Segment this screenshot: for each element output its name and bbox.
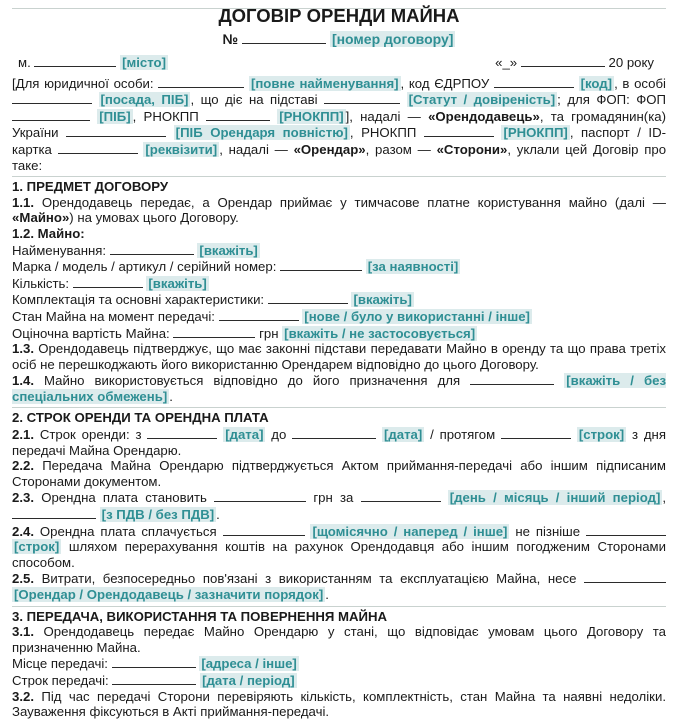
number-placeholder[interactable]: [номер договору] (331, 31, 454, 47)
item-kit-blank[interactable] (268, 291, 348, 304)
item-value-line: Оціночна вартість Майна: грн [вкажіть / не застосовується] (12, 325, 476, 341)
clause-3-1: 3.1. Орендодавець передає Майно Орендарю у стані, що відповідає умовам цього Договору та призначенню Майна. (12, 624, 666, 655)
item-quantity-blank[interactable] (73, 275, 143, 288)
start-date-placeholder[interactable]: [дата] (225, 427, 264, 443)
payment-term-placeholder[interactable]: [строк] (14, 539, 60, 555)
payment-mode-placeholder[interactable]: [щомісячно / наперед / інше] (312, 523, 508, 539)
city-prefix: м. (18, 54, 31, 70)
payment-term-blank[interactable] (586, 523, 666, 536)
number-blank[interactable] (242, 31, 326, 44)
rent-amount-blank[interactable] (214, 489, 306, 502)
item-value-blank[interactable] (173, 325, 255, 338)
basis-placeholder[interactable]: [Статут / довіреність] (408, 92, 556, 108)
item-kit-placeholder[interactable]: [вкажіть] (353, 292, 412, 308)
item-name-line: Найменування: [вкажіть] (12, 242, 258, 258)
item-quantity-placeholder[interactable]: [вкажіть] (148, 275, 207, 291)
handover-term-blank[interactable] (112, 672, 196, 685)
clause-2-1: 2.1. Строк оренди: з [дата] до [дата] / протягом [строк] з дня передачі Майна Орендарю. (12, 427, 666, 458)
term-placeholder[interactable]: [строк] (578, 427, 625, 443)
city-placeholder[interactable]: [місто] (122, 54, 166, 70)
handover-term-line: Строк передачі: [дата / період] (12, 672, 295, 688)
number-sign: № (222, 31, 239, 47)
clause-1-3: 1.3. Орендодавець підтверджує, що має законні підстави передавати Майно в оренду та що права третіх осіб не перешкоджають його використанню Орендарем відповідно до цього Договору. (12, 341, 666, 372)
item-value-placeholder[interactable]: [вкажіть / не застосовується] (284, 325, 476, 341)
date-blank[interactable] (521, 54, 605, 67)
vat-blank[interactable] (12, 506, 96, 519)
item-kit-line: Комплектація та основні характеристики: [вкажіть] (12, 292, 412, 308)
position-placeholder[interactable]: [посада, ПІБ] (100, 92, 189, 108)
name-blank[interactable] (158, 75, 244, 88)
term-blank[interactable] (501, 426, 571, 439)
tenant-name-blank[interactable] (66, 124, 166, 137)
date-day: «_» (495, 54, 518, 70)
rent-period-placeholder[interactable]: [день / місяць / інший період] (449, 490, 661, 506)
document-title: ДОГОВІР ОРЕНДИ МАЙНА (218, 5, 460, 26)
clause-2-2: 2.2. Передача Майна Орендарю підтверджується Актом приймання-передачі або іншим підписаним Сторонами документом. (12, 458, 666, 489)
top-rule (12, 8, 666, 9)
code-placeholder[interactable]: [код] (580, 75, 613, 91)
clause-3-2: 3.2. Під час передачі Сторони перевіряють кількість, комплектність, стан Майна та наявні недоліки. Зауваження фіксуються в Акті приймання-передачі. (12, 688, 666, 720)
contract-page (0, 5, 678, 720)
purpose-placeholder[interactable]: [вкажіть / без спеціальних обмежень] (12, 373, 667, 404)
costs-blank[interactable] (584, 570, 666, 583)
clause-2-5: 2.5. Витрати, безпосередньо пов'язані з використанням та експлуатацією Майна, несе [Орендар / Орендодавець / зазначити порядок] . (12, 570, 666, 602)
item-state-placeholder[interactable]: [нове / було у використанні / інше] (304, 308, 530, 324)
item-model-blank[interactable] (280, 258, 362, 271)
clause-1-2-heading: 1.2. Майно: (12, 225, 85, 241)
item-state-line: Стан Майна на момент передачі: [нове / було у використанні / інше] (12, 308, 530, 324)
handover-place-blank[interactable] (112, 655, 196, 668)
purpose-blank[interactable] (470, 372, 554, 385)
rnokpp-placeholder-2[interactable]: [РНОКПП] (503, 125, 568, 141)
section-2-heading: 2. СТРОК ОРЕНДИ ТА ОРЕНДНА ПЛАТА (12, 407, 666, 426)
vat-placeholder[interactable]: [з ПДВ / без ПДВ] (101, 507, 215, 523)
pib-blank[interactable] (12, 108, 90, 121)
contract-number-line (12, 31, 666, 48)
details-blank[interactable] (58, 141, 138, 154)
city-block (18, 54, 168, 71)
payment-mode-blank[interactable] (223, 523, 305, 536)
item-quantity-line: Кількість: [вкажіть] (12, 275, 207, 291)
rnokpp-blank-1[interactable] (206, 108, 270, 121)
landlord-term: «Орендодавець» (428, 108, 540, 124)
rnokpp-blank-2[interactable] (424, 124, 494, 137)
rent-period-blank[interactable] (361, 489, 441, 502)
preamble-paragraph: [Для юридичної особи: [повне найменування] , код ЄДРПОУ [код] , в особі [посада, ПІБ] , що діє на підставі [Статут / довіреність] ; для ФОП: ФОП [ПІБ] , РНОКПП [РНОКПП] ], надалі — «Орендодавець», та громадянин(ка) України [ПІБ Орендаря повністю] , РНОКПП [РНОКПП] , паспорт / ID-картка [реквізити] , надалі — «Орендар», разом — «Сторони», уклали цей Договір про таке: (12, 75, 667, 173)
date-block (495, 54, 654, 71)
city-blank[interactable] (34, 54, 116, 67)
handover-place-line: Місце передачі: [адреса / інше] (12, 656, 297, 672)
date-year: 20 року (608, 54, 654, 70)
item-model-line: Марка / модель / артикул / серійний номер: [за наявності] (12, 259, 459, 275)
section-3-heading: 3. ПЕРЕДАЧА, ВИКОРИСТАННЯ ТА ПОВЕРНЕННЯ МАЙНА (12, 606, 666, 625)
name-placeholder[interactable]: [повне найменування] (250, 75, 399, 91)
details-placeholder[interactable]: [реквізити] (145, 141, 218, 157)
handover-place-placeholder[interactable]: [адреса / інше] (201, 656, 297, 672)
item-model-placeholder[interactable]: [за наявності] (367, 259, 459, 275)
clause-2-4: 2.4. Орендна плата сплачується [щомісячно / наперед / інше] не пізніше [строк] шляхом перерахування коштів на рахунок Орендодавця або іншим погодженим Сторонами способом. (12, 523, 666, 570)
rnokpp-placeholder-1[interactable]: [РНОКПП] (279, 108, 344, 124)
tenant-name-placeholder[interactable]: [ПІБ Орендаря повністю] (175, 125, 348, 141)
end-date-blank[interactable] (292, 426, 376, 439)
position-blank[interactable] (12, 91, 92, 104)
costs-placeholder[interactable]: [Орендар / Орендодавець / зазначити порядок] (14, 587, 324, 602)
parties-term: «Сторони» (436, 141, 508, 157)
pib-placeholder[interactable]: [ПІБ] (99, 108, 131, 124)
end-date-placeholder[interactable]: [дата] (383, 427, 423, 443)
clause-1-1: 1.1. Орендодавець передає, а Орендар приймає у тимчасове платне користування майно (далі — «Майно») на умовах цього Договору. (12, 194, 666, 226)
start-date-blank[interactable] (147, 426, 217, 439)
clause-2-3: 2.3. Орендна плата становить грн за [день / місяць / інший період] , [з ПДВ / без ПДВ] . (12, 490, 667, 523)
handover-term-placeholder[interactable]: [дата / період] (202, 672, 295, 688)
code-blank[interactable] (494, 75, 574, 88)
place-date-line (12, 54, 666, 72)
item-name-placeholder[interactable]: [вкажіть] (199, 242, 258, 258)
clause-1-4: 1.4. Майно використовується відповідно до його призначення для [вкажіть / без спеціальних обмежень] . (12, 373, 667, 404)
tenant-term: «Орендар» (293, 141, 366, 157)
section-1-heading: 1. ПРЕДМЕТ ДОГОВОРУ (12, 176, 666, 195)
item-name-blank[interactable] (110, 242, 194, 255)
item-state-blank[interactable] (219, 308, 299, 321)
basis-blank[interactable] (324, 91, 400, 104)
